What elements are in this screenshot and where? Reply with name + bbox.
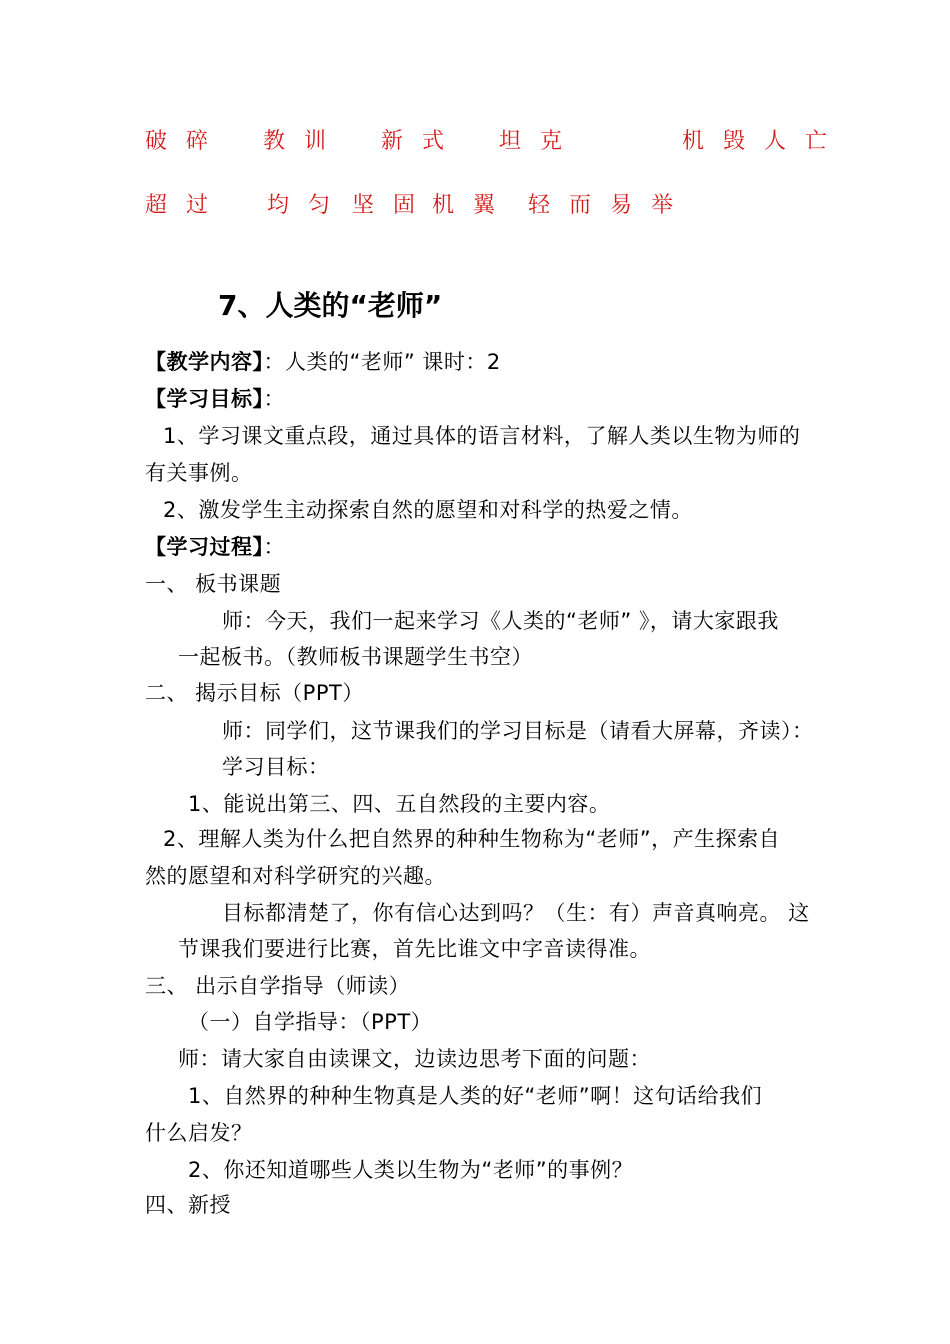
vocab-word: 机 翼 (432, 193, 501, 218)
paragraph-line: 目标都清楚了，你有信心达到吗？（生：有）声音真响亮。 这 (222, 901, 810, 925)
content-line (145, 346, 501, 376)
vocab-word: 教 训 (263, 129, 332, 154)
process-label: 【学习过程】 (145, 535, 264, 559)
objectives-heading (145, 383, 285, 413)
goal-item: 然的愿望和对科学研究的兴趣。 (145, 864, 446, 888)
vocab-word: 超 过 (145, 193, 214, 218)
objective-item: 有关事例。 (145, 461, 253, 485)
section-title: 一、 板书课题 (145, 572, 282, 596)
objectives-label: 【学习目标】 (145, 387, 264, 411)
paragraph-line: 节课我们要进行比赛，首先比谁文中字音读得准。 (178, 937, 651, 961)
subsection-title: （一）自学指导：（PPT） (188, 1010, 433, 1034)
paragraph-line: 师：请大家自由读课文，边读边思考下面的问题： (178, 1047, 651, 1071)
process-heading (145, 531, 285, 561)
objective-item: 2、激发学生主动探索自然的愿望和对科学的热爱之情。 (163, 498, 693, 522)
vocab-word: 破 碎 (145, 129, 214, 154)
goal-item: 2、理解人类为什么把自然界的种种生物称为“老师”，产生探索自 (163, 827, 781, 851)
content-label: 【教学内容】 (145, 350, 264, 374)
section-title: 三、 出示自学指导（师读） (145, 974, 411, 998)
paragraph-line: 学习目标： (222, 755, 330, 779)
content-text: ：人类的“老师” 课时：2 (263, 350, 501, 374)
process-colon: ： (263, 535, 285, 559)
question-item: 2、你还知道哪些人类以生物为“老师”的事例？ (188, 1158, 634, 1182)
objective-item: 1、学习课文重点段，通过具体的语言材料，了解人类以生物为师的 (163, 424, 801, 448)
page-title: 7、人类的“老师” (218, 289, 443, 322)
vocab-word: 坦 克 (499, 129, 568, 154)
vocab-word: 轻 而 易 举 (528, 193, 679, 218)
vocab-word: 坚 固 (352, 193, 421, 218)
goal-item: 1、能说出第三、四、五自然段的主要内容。 (188, 792, 611, 816)
section-title: 二、 揭示目标（PPT） (145, 681, 364, 705)
question-item: 1、自然界的种种生物真是人类的好“老师”啊！这句话给我们 (188, 1084, 763, 1108)
section-title: 四、新授 (145, 1193, 231, 1217)
paragraph-line: 师：今天，我们一起来学习《人类的“老师” 》，请大家跟我 (222, 609, 779, 633)
vocab-word: 机 毁 人 亡 (682, 129, 833, 154)
objectives-colon: ： (263, 387, 285, 411)
paragraph-line: 一起板书。（教师板书课题学生书空） (178, 645, 533, 669)
vocab-word: 新 式 (381, 129, 450, 154)
paragraph-line: 师：同学们，这节课我们的学习目标是（请看大屏幕，齐读）： (222, 719, 814, 743)
question-item: 什么启发？ (145, 1121, 253, 1145)
vocab-word: 均 匀 (267, 193, 336, 218)
